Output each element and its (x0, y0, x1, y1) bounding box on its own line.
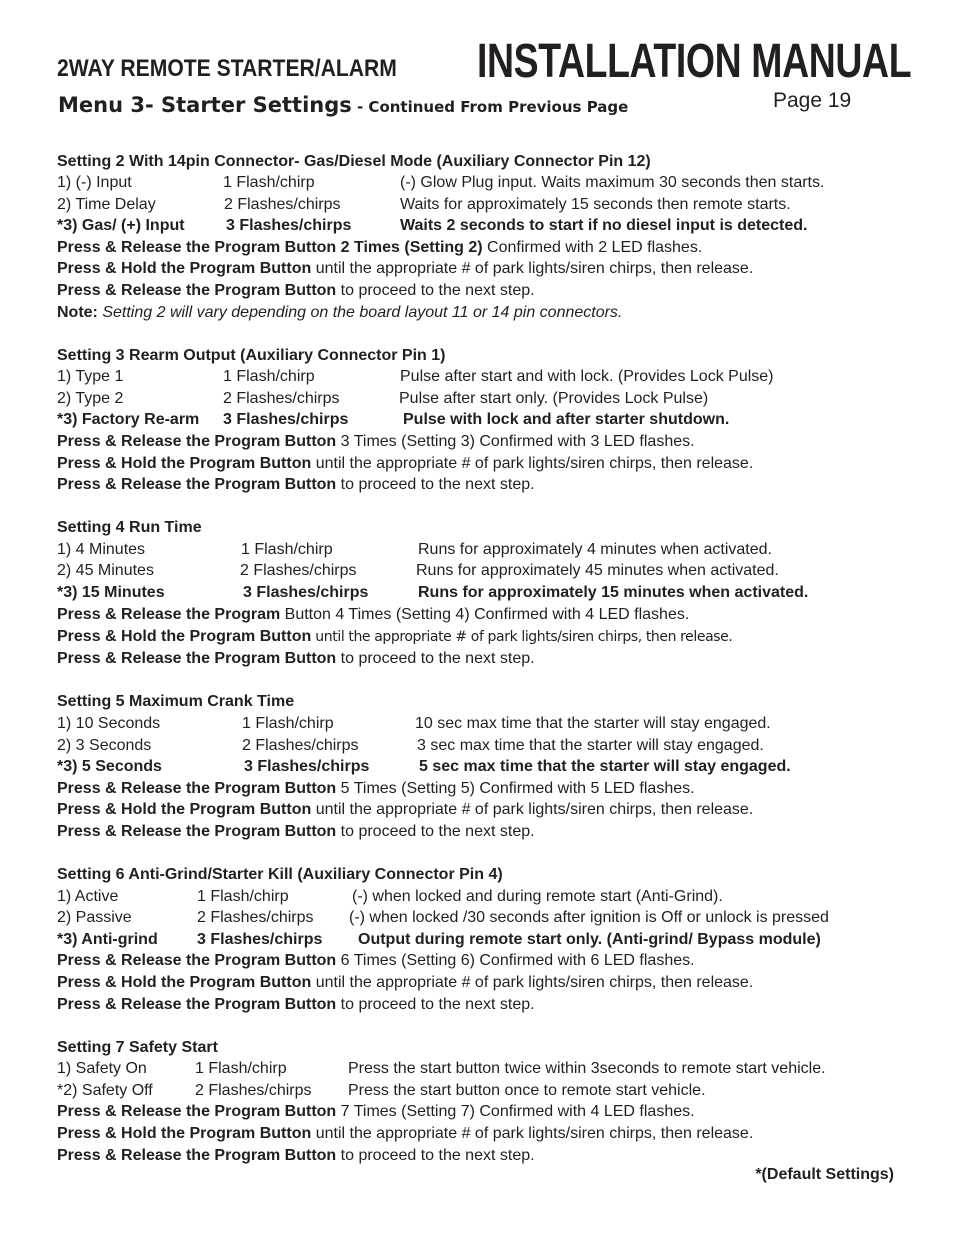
instruction-text: to proceed to the next step. (336, 996, 535, 1013)
setting-4-proceed (57, 648, 535, 669)
instruction-text: until the appropriate # of park lights/siren chirps, then release. (311, 629, 733, 645)
instruction-text: to proceed to the next step. (336, 1147, 535, 1164)
option-flashes: 2 Flashes/chirps (242, 737, 359, 754)
instruction-bold: Press & Release the Program Button (57, 1147, 337, 1164)
menu-continued: - Continued From Previous Page (351, 98, 629, 116)
page-number: Page 19 (773, 89, 852, 112)
option-flashes: 2 Flashes/chirps (240, 562, 357, 579)
option-description: 5 sec max time that the starter will stay engaged. (419, 758, 791, 775)
instruction-text: until the appropriate # of park lights/siren chirps, then release. (311, 974, 754, 991)
instruction-text: 5 Times (Setting 5) Confirmed with 5 LED flashes. (336, 780, 695, 797)
setting-6-heading: Setting 6 Anti-Grind/Starter Kill (Auxiliary Connector Pin 4) (57, 866, 503, 883)
instruction-text: Button 4 Times (Setting 4) Confirmed with 4 LED flashes. (280, 606, 690, 623)
setting-4-hold (57, 626, 732, 647)
option-label: *3) 5 Seconds (57, 758, 162, 775)
option-description: (-) Glow Plug input. Waits maximum 30 seconds then starts. (400, 174, 825, 191)
setting-6-confirm (57, 950, 695, 971)
setting-7-proceed (57, 1145, 535, 1166)
setting-2-heading: Setting 2 With 14pin Connector- Gas/Diesel Mode (Auxiliary Connector Pin 12) (57, 153, 651, 170)
setting-3-hold (57, 453, 753, 474)
instruction-bold: Press & Release the Program Button (57, 433, 337, 450)
setting-3-heading: Setting 3 Rearm Output (Auxiliary Connector Pin 1) (57, 347, 446, 364)
option-flashes: 2 Flashes/chirps (195, 1082, 312, 1099)
option-label: 1) 4 Minutes (57, 541, 146, 558)
option-flashes: 3 Flashes/chirps (223, 411, 349, 428)
option-flashes: 2 Flashes/chirps (224, 196, 341, 213)
menu-heading (58, 93, 628, 117)
option-label: *2) Safety Off (57, 1082, 153, 1099)
option-description: Runs for approximately 4 minutes when activated. (418, 541, 772, 558)
setting-4-heading: Setting 4 Run Time (57, 519, 202, 536)
instruction-text: to proceed to the next step. (336, 282, 535, 299)
option-label: 1) (-) Input (57, 174, 132, 191)
option-description: Runs for approximately 15 minutes when activated. (418, 584, 809, 601)
option-description: Output during remote start only. (Anti-grind/ Bypass module) (358, 931, 821, 948)
option-label: 2) Type 2 (57, 390, 124, 407)
instruction-text: until the appropriate # of park lights/siren chirps, then release. (311, 801, 754, 818)
option-description: Press the start button twice within 3seconds to remote start vehicle. (348, 1060, 826, 1077)
option-description: 10 sec max time that the starter will stay engaged. (415, 715, 771, 732)
instruction-text: Confirmed with 2 LED flashes. (482, 239, 703, 256)
option-description: Runs for approximately 45 minutes when activated. (416, 562, 779, 579)
option-flashes: 3 Flashes/chirps (197, 931, 323, 948)
instruction-text: to proceed to the next step. (336, 476, 535, 493)
instruction-bold: Press & Release the Program Button (57, 823, 337, 840)
instruction-bold: Press & Release the Program Button (57, 1103, 337, 1120)
instruction-text: until the appropriate # of park lights/siren chirps, then release. (311, 260, 754, 277)
instruction-bold: Press & Release the Program Button (57, 476, 337, 493)
instruction-bold: Press & Hold the Program Button (57, 455, 312, 472)
option-flashes: 3 Flashes/chirps (244, 758, 370, 775)
instruction-bold: Press & Release the Program (57, 606, 281, 623)
option-label: *3) Gas/ (+) Input (57, 217, 185, 234)
setting-5-heading: Setting 5 Maximum Crank Time (57, 693, 295, 710)
option-flashes: 1 Flash/chirp (223, 368, 315, 385)
option-label: 2) 45 Minutes (57, 562, 154, 579)
setting-2-confirm (57, 237, 702, 258)
setting-7-hold (57, 1123, 753, 1144)
option-description: (-) when locked /30 seconds after ignition is Off or unlock is pressed (349, 909, 829, 926)
instruction-text: 3 Times (Setting 3) Confirmed with 3 LED flashes. (336, 433, 695, 450)
note-label: Note: (57, 304, 98, 321)
option-label: *3) Factory Re-arm (57, 411, 200, 428)
instruction-text: until the appropriate # of park lights/siren chirps, then release. (311, 455, 754, 472)
instruction-bold: Press & Release the Program Button (57, 780, 337, 797)
option-flashes: 2 Flashes/chirps (197, 909, 314, 926)
option-label: 2) Passive (57, 909, 132, 926)
setting-2-proceed (57, 280, 535, 301)
default-settings-note: *(Default Settings) (755, 1166, 894, 1183)
instruction-text: until the appropriate # of park lights/siren chirps, then release. (311, 1125, 754, 1142)
option-label: *3) 15 Minutes (57, 584, 165, 601)
instruction-text: 7 Times (Setting 7) Confirmed with 4 LED flashes. (336, 1103, 695, 1120)
option-flashes: 1 Flash/chirp (195, 1060, 287, 1077)
instruction-text: to proceed to the next step. (336, 823, 535, 840)
option-label: 1) 10 Seconds (57, 715, 161, 732)
setting-2-hold (57, 258, 753, 279)
setting-2-note (57, 302, 622, 323)
instruction-bold: Press & Hold the Program Button (57, 628, 312, 645)
setting-3-confirm (57, 431, 695, 452)
option-label: 1) Active (57, 888, 119, 905)
option-flashes: 2 Flashes/chirps (223, 390, 340, 407)
option-label: 1) Safety On (57, 1060, 147, 1077)
option-flashes: 3 Flashes/chirps (243, 584, 369, 601)
option-description: Waits for approximately 15 seconds then remote starts. (400, 196, 791, 213)
option-description: 3 sec max time that the starter will stay engaged. (417, 737, 764, 754)
option-label: *3) Anti-grind (57, 931, 158, 948)
setting-4-confirm (57, 604, 689, 625)
option-label: 2) 3 Seconds (57, 737, 152, 754)
option-flashes: 1 Flash/chirp (241, 541, 333, 558)
instruction-bold: Press & Hold the Program Button (57, 801, 312, 818)
option-label: 2) Time Delay (57, 196, 156, 213)
manual-subtitle: 2WAY REMOTE STARTER/ALARM (57, 55, 397, 82)
instruction-bold: Press & Release the Program Button (57, 650, 337, 667)
option-description: (-) when locked and during remote start (Anti-Grind). (352, 888, 723, 905)
setting-7-heading: Setting 7 Safety Start (57, 1039, 218, 1056)
setting-5-confirm (57, 778, 695, 799)
option-flashes: 1 Flash/chirp (242, 715, 334, 732)
option-flashes: 3 Flashes/chirps (226, 217, 352, 234)
instruction-bold: Press & Release the Program Button (57, 282, 337, 299)
setting-6-proceed (57, 994, 535, 1015)
instruction-bold: Press & Release the Program Button 2 Times (Setting 2) (57, 239, 483, 256)
manual-title: INSTALLATION MANUAL (477, 35, 912, 88)
instruction-bold: Press & Release the Program Button (57, 996, 337, 1013)
instruction-bold: Press & Release the Program Button (57, 952, 337, 969)
option-flashes: 1 Flash/chirp (223, 174, 315, 191)
instruction-bold: Press & Hold the Program Button (57, 974, 312, 991)
option-flashes: 1 Flash/chirp (197, 888, 289, 905)
menu-title: Menu 3- Starter Settings (58, 93, 352, 117)
option-description: Waits 2 seconds to start if no diesel input is detected. (400, 217, 808, 234)
instruction-text: to proceed to the next step. (336, 650, 535, 667)
option-label: 1) Type 1 (57, 368, 124, 385)
option-description: Pulse with lock and after starter shutdown. (403, 411, 730, 428)
instruction-text: 6 Times (Setting 6) Confirmed with 6 LED flashes. (336, 952, 695, 969)
option-description: Press the start button once to remote start vehicle. (348, 1082, 706, 1099)
note-text: Setting 2 will vary depending on the board layout 11 or 14 pin connectors. (97, 304, 623, 321)
instruction-bold: Press & Hold the Program Button (57, 1125, 312, 1142)
setting-3-proceed (57, 474, 535, 495)
setting-5-hold (57, 799, 753, 820)
setting-6-hold (57, 972, 753, 993)
setting-7-confirm (57, 1101, 695, 1122)
option-description: Pulse after start and with lock. (Provides Lock Pulse) (400, 368, 774, 385)
option-description: Pulse after start only. (Provides Lock Pulse) (399, 390, 709, 407)
setting-5-proceed (57, 821, 535, 842)
instruction-bold: Press & Hold the Program Button (57, 260, 312, 277)
